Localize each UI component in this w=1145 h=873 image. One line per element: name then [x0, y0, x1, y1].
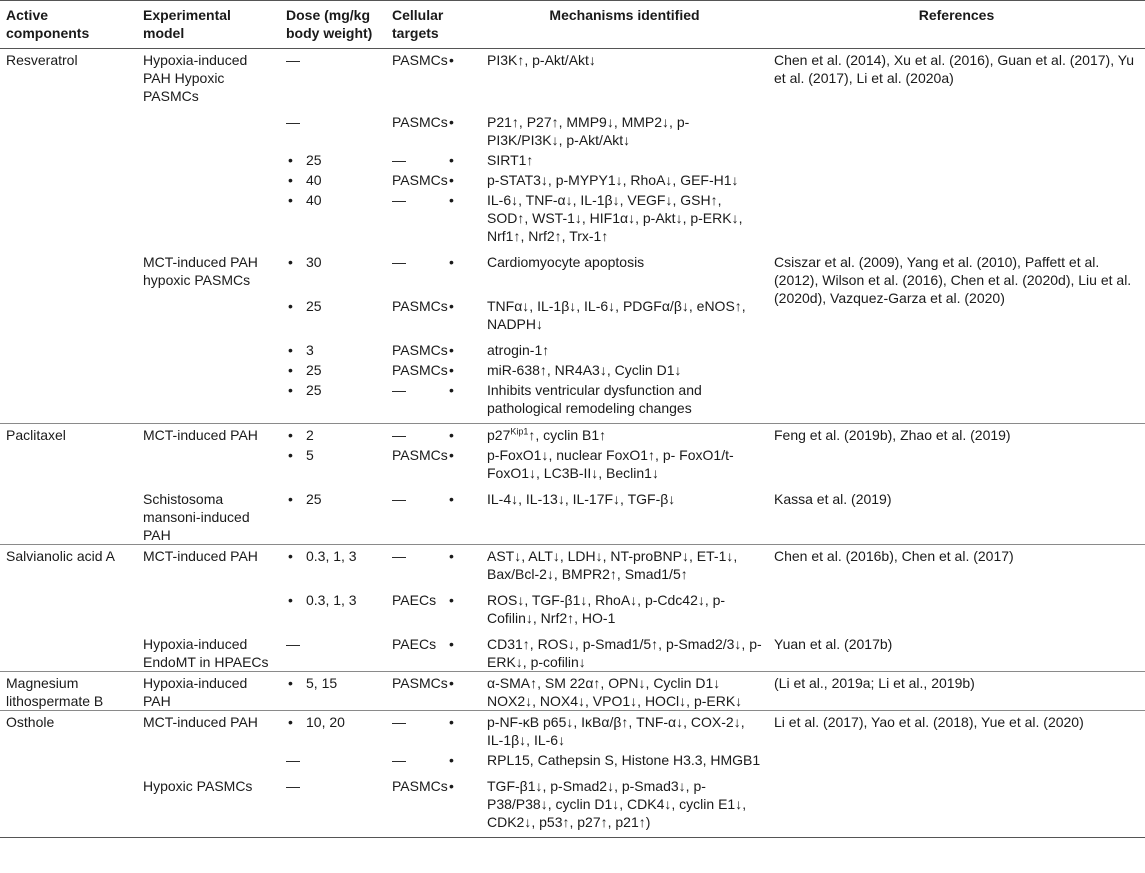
bullet-icon [286, 675, 306, 691]
dose-cell: — [280, 749, 386, 775]
target-cell: — [386, 149, 481, 169]
target-cell: — [386, 189, 481, 251]
mechanism-cell: • miR-638↑, NR4A3↓, Cyclin D1↓ [481, 359, 768, 379]
table-row [0, 775, 1145, 838]
component-cell: Salvianolic acid A [0, 545, 137, 590]
model-cell: Hypoxia-induced EndoMT in HPAECs [137, 633, 280, 672]
dose-cell: — [280, 633, 386, 672]
bullet-icon [467, 752, 487, 768]
bullet-icon [286, 362, 306, 378]
bullet-icon [286, 592, 306, 608]
mechanism-cell: • PI3K↑, p-Akt/Akt↓ [481, 49, 768, 112]
target-cell: PASMCs [386, 111, 481, 149]
dose-cell: — [280, 111, 386, 149]
target-cell: PASMCs [386, 672, 481, 711]
table-row [0, 49, 1145, 112]
bullet-icon [286, 714, 306, 730]
target-cell: PASMCs [386, 339, 481, 359]
target-cell: — [386, 424, 481, 445]
mechanism-cell: • SIRT1↑ [481, 149, 768, 169]
mechanism-cell: • Inhibits ventricular dysfunction and pathological remodeling changes [481, 379, 768, 424]
table-row [0, 672, 1145, 711]
references-cell: (Li et al., 2019a; Li et al., 2019b) [768, 672, 1145, 711]
bullet-icon [467, 152, 487, 168]
model-cell: Hypoxic PASMCs [137, 775, 280, 838]
references-cell: Li et al. (2017), Yao et al. (2018), Yue et al. (2020) [768, 711, 1145, 776]
dose-cell: • 10, 20 [280, 711, 386, 750]
dose-cell: • 2 [280, 424, 386, 445]
component-cell: Osthole [0, 711, 137, 750]
dose-cell: — [280, 775, 386, 838]
mechanism-cell: • CD31↑, ROS↓, p-Smad1/5↑, p-Smad2/3↓, p-ERK↓, p-cofilin↓ [481, 633, 768, 672]
bullet-icon [467, 778, 487, 794]
target-cell: — [386, 379, 481, 424]
mechanism-cell: • IL-6↓, TNF-α↓, IL-1β↓, VEGF↓, GSH↑, SOD↑, WST-1↓, HIF1α↓, p-Akt↓, p-ERK↓, Nrf1↑, Nrf2↑, Trx-1↑ [481, 189, 768, 251]
references-cell: Csiszar et al. (2009), Yang et al. (2010), Paffett et al. (2012), Wilson et al. (2016), Chen et al. (2020d), Liu et al. (2020d), Vazquez-Garza et al. (2020) [768, 251, 1145, 424]
mechanism-cell: • TGF-β1↓, p-Smad2↓, p-Smad3↓, p-P38/P38↓, cyclin D1↓, CDK4↓, cyclin E1↓, CDK2↓, p53↑, p27↑, p21↑) [481, 775, 768, 838]
target-cell: — [386, 711, 481, 750]
component-cell: Resveratrol [0, 49, 137, 112]
target-cell: — [386, 545, 481, 590]
target-cell: PASMCs [386, 49, 481, 112]
mechanism-cell: • ROS↓, TGF-β1↓, RhoA↓, p-Cdc42↓, p-Cofilin↓, Nrf2↑, HO-1 [481, 589, 768, 633]
model-cell: MCT-induced PAH [137, 711, 280, 750]
bullet-icon [467, 675, 487, 691]
header-cellular-targets: Cellular targets [386, 1, 481, 49]
bullet-icon [286, 152, 306, 168]
mechanism-cell: • TNFα↓, IL-1β↓, IL-6↓, PDGFα/β↓, eNOS↑, NADPH↓ [481, 295, 768, 339]
dose-cell: • 0.3, 1, 3 [280, 545, 386, 590]
model-cell: MCT-induced PAH hypoxic PASMCs [137, 251, 280, 295]
header-experimental-model: Experimental model [137, 1, 280, 49]
model-cell: MCT-induced PAH [137, 545, 280, 590]
dose-cell: • 5 [280, 444, 386, 488]
mechanism-cell: • RPL15, Cathepsin S, Histone H3.3, HMGB1 [481, 749, 768, 775]
dose-cell: • 40 [280, 189, 386, 251]
mechanism-cell: • atrogin-1↑ [481, 339, 768, 359]
bullet-icon [467, 114, 487, 130]
bullet-icon [467, 298, 487, 314]
dose-cell: • 40 [280, 169, 386, 189]
bullet-icon [467, 254, 487, 270]
bullet-icon [467, 362, 487, 378]
table-row [0, 424, 1145, 445]
mechanism-cell: • AST↓, ALT↓, LDH↓, NT-proBNP↓, ET-1↓, Bax/Bcl-2↓, BMPR2↑, Smad1/5↑ [481, 545, 768, 590]
dose-cell: • 25 [280, 379, 386, 424]
dose-cell: • 30 [280, 251, 386, 295]
target-cell: PASMCs [386, 444, 481, 488]
dose-cell: • 25 [280, 359, 386, 379]
header-mechanisms: Mechanisms identified [481, 1, 768, 49]
target-cell: PASMCs [386, 295, 481, 339]
mechanism-cell: • $p27^{Kip1}↑$, cyclin B1↑ [481, 424, 768, 445]
bullet-icon [467, 342, 487, 358]
mechanism-cell: • IL-4↓, IL-13↓, IL-17F↓, TGF-β↓ [481, 488, 768, 545]
header-dose: Dose (mg/kg body weight) [280, 1, 386, 49]
dose-cell: • 25 [280, 149, 386, 169]
references-cell: Kassa et al. (2019) [768, 488, 1145, 545]
bullet-icon [467, 714, 487, 730]
bullet-icon [286, 342, 306, 358]
mechanism-cell: • p-NF-κB p65↓, IκBα/β↑, TNF-α↓, COX-2↓, IL-1β↓, IL-6↓ [481, 711, 768, 750]
dose-cell: • 5, 15 [280, 672, 386, 711]
dose-cell: — [280, 49, 386, 112]
bullet-icon [286, 298, 306, 314]
bullet-icon [467, 192, 487, 208]
component-cell: Paclitaxel [0, 424, 137, 445]
bullet-icon [286, 192, 306, 208]
model-cell: Hypoxia-induced PAH Hypoxic PASMCs [137, 49, 280, 112]
bullet-icon [467, 636, 487, 652]
bullet-icon [286, 427, 306, 443]
target-cell: — [386, 488, 481, 545]
bullet-icon [286, 254, 306, 270]
mechanism-cell: • p-FoxO1↓, nuclear FoxO1↑, p- FoxO1/t-FoxO1↓, LC3B-II↓, Beclin1↓ [481, 444, 768, 488]
target-cell: — [386, 749, 481, 775]
target-cell: PAECs [386, 589, 481, 633]
bullet-icon [467, 548, 487, 564]
bullet-icon [467, 491, 487, 507]
references-cell: Chen et al. (2016b), Chen et al. (2017) [768, 545, 1145, 634]
bullet-icon [467, 52, 487, 68]
model-cell: Hypoxia-induced PAH [137, 672, 280, 711]
model-cell: Schistosoma mansoni-induced PAH [137, 488, 280, 545]
mechanism-cell: • p-STAT3↓, p-MYPY1↓, RhoA↓, GEF-H1↓ [481, 169, 768, 189]
references-cell: Yuan et al. (2017b) [768, 633, 1145, 672]
target-cell: PAECs [386, 633, 481, 672]
references-cell: Chen et al. (2014), Xu et al. (2016), Guan et al. (2017), Yu et al. (2017), Li et al. (2020a) [768, 49, 1145, 252]
bullet-icon [286, 172, 306, 188]
bullet-icon [286, 491, 306, 507]
table-row [0, 545, 1145, 590]
bullet-icon [286, 548, 306, 564]
header-row [0, 1, 1145, 49]
mechanism-cell: • Cardiomyocyte apoptosis [481, 251, 768, 295]
bullet-icon [467, 447, 487, 463]
table-row [0, 488, 1145, 545]
model-cell: MCT-induced PAH [137, 424, 280, 445]
header-references: References [768, 1, 1145, 49]
dose-cell: • 25 [280, 295, 386, 339]
dose-cell: • 25 [280, 488, 386, 545]
mechanism-cell: • P21↑, P27↑, MMP9↓, MMP2↓, p-PI3K/PI3K↓, p-Akt/Akt↓ [481, 111, 768, 149]
table-row [0, 711, 1145, 750]
dose-cell: • 3 [280, 339, 386, 359]
bullet-icon [467, 172, 487, 188]
bullet-icon [286, 382, 306, 398]
table-row [0, 633, 1145, 672]
target-cell: PASMCs [386, 775, 481, 838]
bullet-icon [286, 447, 306, 463]
header-active-components: Active components [0, 1, 137, 49]
component-cell: Magnesium lithospermate B [0, 672, 137, 711]
references-cell: Feng et al. (2019b), Zhao et al. (2019) [768, 424, 1145, 489]
dose-cell: • 0.3, 1, 3 [280, 589, 386, 633]
bullet-icon [467, 592, 487, 608]
bullet-icon [467, 382, 487, 398]
target-cell: PASMCs [386, 359, 481, 379]
target-cell: PASMCs [386, 169, 481, 189]
mechanism-cell: • α-SMA↑, SM 22α↑, OPN↓, Cyclin D1↓ NOX2↓, NOX4↓, VPO1↓, HOCl↓, p-ERK↓ [481, 672, 768, 711]
bullet-icon [467, 427, 487, 443]
table-row [0, 251, 1145, 295]
target-cell: — [386, 251, 481, 295]
